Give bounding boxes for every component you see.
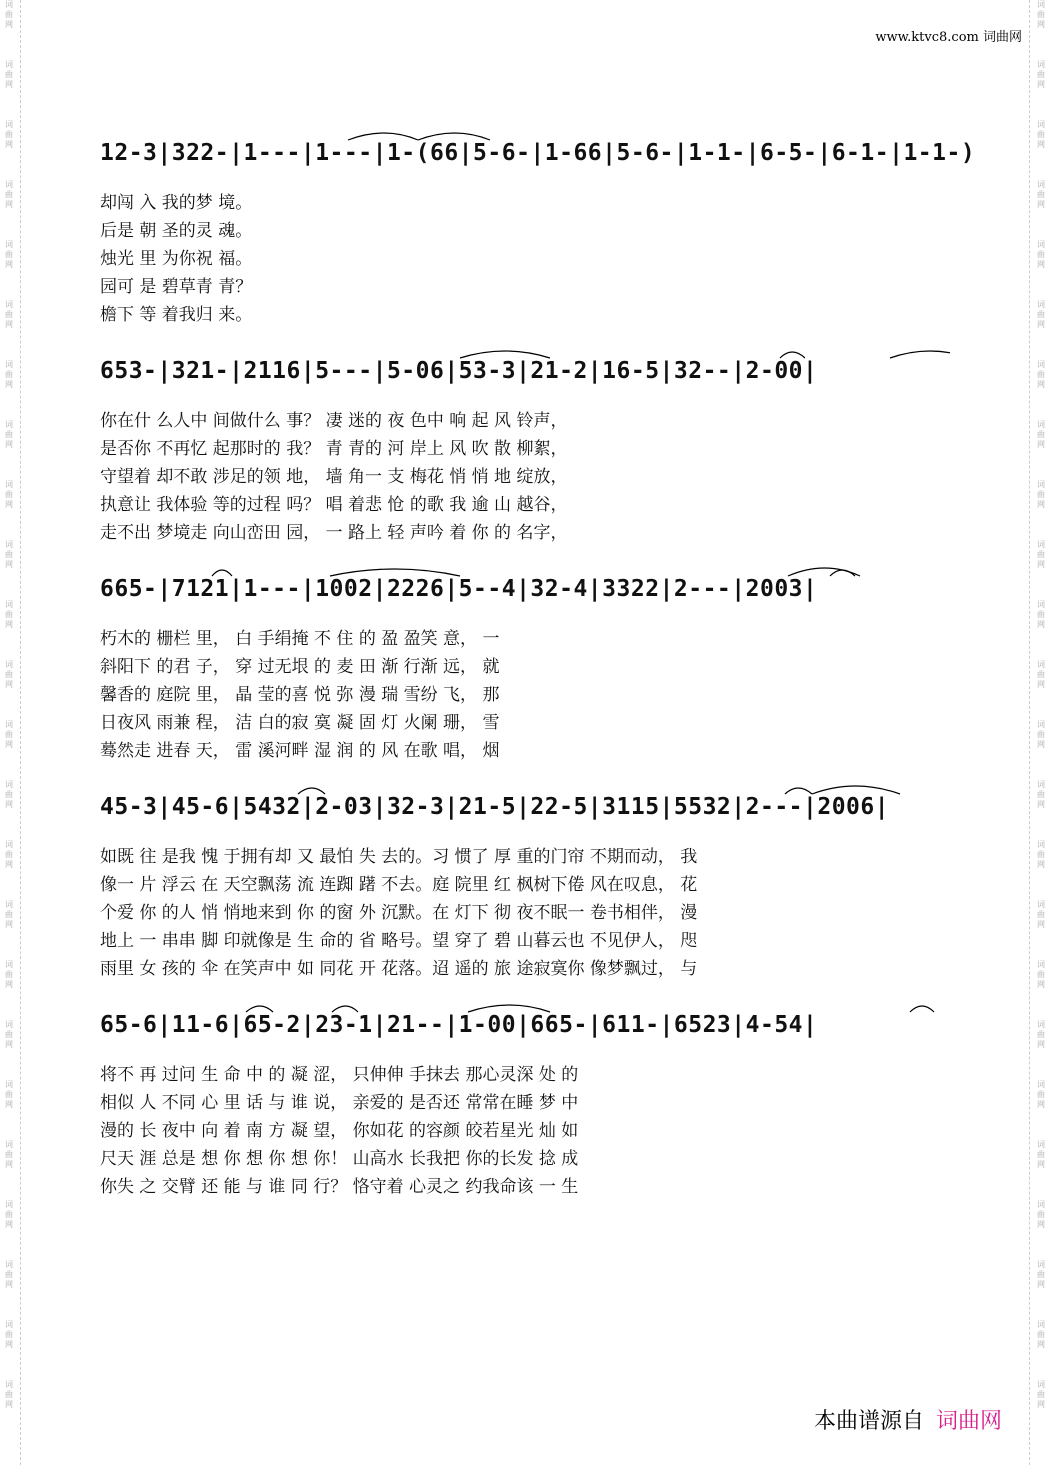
lyric-line: 蓦然走 进春 天， 雷 溪河畔 湿 润 的 风 在歌 唱， 烟 <box>100 741 500 761</box>
lyric-line: 地上 一 串串 脚 印就像是 生 命的 省 略号。望 穿了 碧 山暮云也 不见伊人， 咫 <box>100 931 698 951</box>
watermark-mark: 词 曲 网 <box>5 180 13 209</box>
lyric-line: 日夜风 雨兼 程， 洁 白的寂 寞 凝 固 灯 火阑 珊， 雪 <box>100 713 500 733</box>
watermark-mark: 词 曲 网 <box>1037 1200 1045 1229</box>
watermark-mark: 词 曲 网 <box>5 1080 13 1109</box>
lyric-line: 斜阳下 的君 子， 穿 过无垠 的 麦 田 渐 行渐 远， 就 <box>100 657 500 677</box>
watermark-mark: 词 曲 网 <box>1037 540 1045 569</box>
watermark-mark: 词 曲 网 <box>1037 300 1045 329</box>
lyric-line: 相似 人 不同 心 里 话 与 谁 说， 亲爱的 是否还 常常在睡 梦 中 <box>100 1093 579 1113</box>
watermark-mark: 词 曲 网 <box>5 240 13 269</box>
watermark-mark: 词 曲 网 <box>5 660 13 689</box>
notation-line <box>100 794 950 834</box>
slur-marks <box>100 782 950 796</box>
watermark-mark: 词 曲 网 <box>5 1020 13 1049</box>
notation-text: 12-3|322-|1---|1---|1-(66|5-6-|1-66|5-6-|1-1-|6-5-|6-1-|1-1-) <box>100 140 976 166</box>
slur-marks <box>100 346 950 360</box>
slur-marks <box>100 128 950 142</box>
watermark-mark: 词 曲 网 <box>1037 0 1045 29</box>
watermark-mark: 词 曲 网 <box>1037 1260 1045 1289</box>
notation-text: 65-6|11-6|65-2|23-1|21--|1-00|665-|611-|6523|4-54| <box>100 1012 818 1038</box>
watermark-mark: 词 曲 网 <box>5 0 13 29</box>
watermark-mark: 词 曲 网 <box>1037 960 1045 989</box>
notation-text: 653-|321-|2116|5---|5-06|53-3|21-2|16-5|32--|2-00| <box>100 358 818 384</box>
watermark-mark: 词 曲 网 <box>5 120 13 149</box>
lyric-line: 雨里 女 孩的 伞 在笑声中 如 同花 开 花落。迢 遥的 旅 途寂寞你 像梦飘过， 与 <box>100 959 698 979</box>
lyric-line: 朽木的 栅栏 里， 白 手绢掩 不 住 的 盈 盈笑 意， 一 <box>100 629 500 649</box>
watermark-mark: 词 曲 网 <box>1037 1020 1045 1049</box>
watermark-mark: 词 曲 网 <box>1037 360 1045 389</box>
right-guide-line <box>1029 0 1030 1465</box>
slur-marks <box>100 1000 950 1014</box>
lyric-line: 走不出 梦境走 向山峦田 园， 一 路上 轻 声吟 着 你 的 名字， <box>100 523 568 543</box>
lyric-line: 如既 往 是我 愧 于拥有却 又 最怕 失 去的。习 惯了 厚 重的门帘 不期而动， 我 <box>100 847 698 867</box>
slur-marks <box>100 564 950 578</box>
lyric-line: 像一 片 浮云 在 天空飘荡 流 连踟 躇 不去。庭 院里 红 枫树下倦 风在叹息， 花 <box>100 875 698 895</box>
watermark-mark: 词 曲 网 <box>5 420 13 449</box>
system-5 <box>100 1012 950 1200</box>
watermark-mark: 词 曲 网 <box>5 540 13 569</box>
watermark-mark: 词 曲 网 <box>1037 900 1045 929</box>
notation-line <box>100 358 950 398</box>
watermark-mark: 词 曲 网 <box>5 1200 13 1229</box>
lyric-line: 守望着 却不敢 涉足的领 地， 墙 角一 支 梅花 悄 悄 地 绽放， <box>100 467 568 487</box>
notation-line <box>100 1012 950 1052</box>
footer-source: 本曲谱源自 <box>813 1409 924 1434</box>
notation-text: 45-3|45-6|5432|2-03|32-3|21-5|22-5|3115|5532|2---|2006| <box>100 794 890 820</box>
right-watermark-strip <box>1034 0 1048 1465</box>
lyric-line: 却闯 入 我的梦 境。 <box>100 193 253 213</box>
watermark-mark: 词 曲 网 <box>5 1380 13 1409</box>
watermark-mark: 词 曲 网 <box>1037 1380 1045 1409</box>
watermark-mark: 词 曲 网 <box>5 960 13 989</box>
watermark-mark: 词 曲 网 <box>5 720 13 749</box>
footer-brand: 词曲网 <box>935 1409 1002 1434</box>
lyric-line: 你在什 么人中 间做什么 事？ 凄 迷的 夜 色中 响 起 风 铃声， <box>100 411 568 431</box>
watermark-mark: 词 曲 网 <box>1037 60 1045 89</box>
lyric-line: 后是 朝 圣的灵 魂。 <box>100 221 253 241</box>
watermark-mark: 词 曲 网 <box>1037 660 1045 689</box>
watermark-mark: 词 曲 网 <box>5 900 13 929</box>
watermark-mark: 词 曲 网 <box>1037 240 1045 269</box>
watermark-mark: 词 曲 网 <box>5 780 13 809</box>
notation-text: 665-|7121|1---|1002|2226|5--4|32-4|3322|2---|2003| <box>100 576 818 602</box>
watermark-mark: 词 曲 网 <box>5 360 13 389</box>
lyric-line: 是否你 不再忆 起那时的 我？ 青 青的 河 岸上 风 吹 散 柳絮， <box>100 439 568 459</box>
watermark-mark: 词 曲 网 <box>1037 780 1045 809</box>
watermark-mark: 词 曲 网 <box>5 300 13 329</box>
watermark-mark: 词 曲 网 <box>1037 1140 1045 1169</box>
watermark-mark: 词 曲 网 <box>5 600 13 629</box>
site-url: www.ktvc8.com 词曲网 <box>875 30 1022 45</box>
lyric-line: 个爱 你 的人 悄 悄地来到 你 的窗 外 沉默。在 灯下 彻 夜不眠一 卷书相伴， 漫 <box>100 903 698 923</box>
watermark-mark: 词 曲 网 <box>1037 1080 1045 1109</box>
watermark-mark: 词 曲 网 <box>1037 840 1045 869</box>
watermark-mark: 词 曲 网 <box>1037 1320 1045 1349</box>
notation-line <box>100 140 976 180</box>
lyrics-block <box>100 1060 950 1200</box>
lyric-line: 檐下 等 着我归 来。 <box>100 305 253 325</box>
lyric-line: 你失 之 交臂 还 能 与 谁 同 行？ 恪守着 心灵之 约我命该 一 生 <box>100 1177 579 1197</box>
system-1 <box>100 140 976 328</box>
lyric-line: 执意让 我体验 等的过程 吗？ 唱 着悲 怆 的歌 我 逾 山 越谷， <box>100 495 568 515</box>
lyric-line: 烛光 里 为你祝 福。 <box>100 249 253 269</box>
system-3 <box>100 576 950 764</box>
lyric-line: 将不 再 过问 生 命 中 的 凝 涩， 只伸伸 手抹去 那心灵深 处 的 <box>100 1065 579 1085</box>
watermark-mark: 词 曲 网 <box>1037 480 1045 509</box>
notation-line <box>100 576 950 616</box>
lyrics-block <box>100 624 950 764</box>
left-watermark-strip <box>2 0 16 1465</box>
watermark-mark: 词 曲 网 <box>1037 720 1045 749</box>
watermark-mark: 词 曲 网 <box>1037 180 1045 209</box>
watermark-mark: 词 曲 网 <box>5 840 13 869</box>
watermark-mark: 词 曲 网 <box>5 1140 13 1169</box>
lyric-line: 尺天 涯 总是 想 你 想 你 想 你！ 山高水 长我把 你的长发 捻 成 <box>100 1149 579 1169</box>
lyrics-block <box>100 188 950 328</box>
watermark-mark: 词 曲 网 <box>5 1260 13 1289</box>
lyrics-block <box>100 406 950 546</box>
watermark-mark: 词 曲 网 <box>5 60 13 89</box>
watermark-mark: 词 曲 网 <box>1037 600 1045 629</box>
watermark-mark: 词 曲 网 <box>5 1320 13 1349</box>
lyric-line: 漫的 长 夜中 向 着 南 方 凝 望， 你如花 的容颜 皎若星光 灿 如 <box>100 1121 579 1141</box>
system-4 <box>100 794 950 982</box>
lyric-line: 馨香的 庭院 里， 晶 莹的喜 悦 弥 漫 瑞 雪纷 飞， 那 <box>100 685 500 705</box>
watermark-mark: 词 曲 网 <box>1037 120 1045 149</box>
watermark-mark: 词 曲 网 <box>5 480 13 509</box>
system-2 <box>100 358 950 546</box>
left-guide-line <box>20 0 21 1465</box>
footer-credit <box>814 1404 1002 1435</box>
lyrics-block <box>100 842 950 982</box>
watermark-mark: 词 曲 网 <box>1037 420 1045 449</box>
lyric-line: 园可 是 碧草青 青？ <box>100 277 253 297</box>
